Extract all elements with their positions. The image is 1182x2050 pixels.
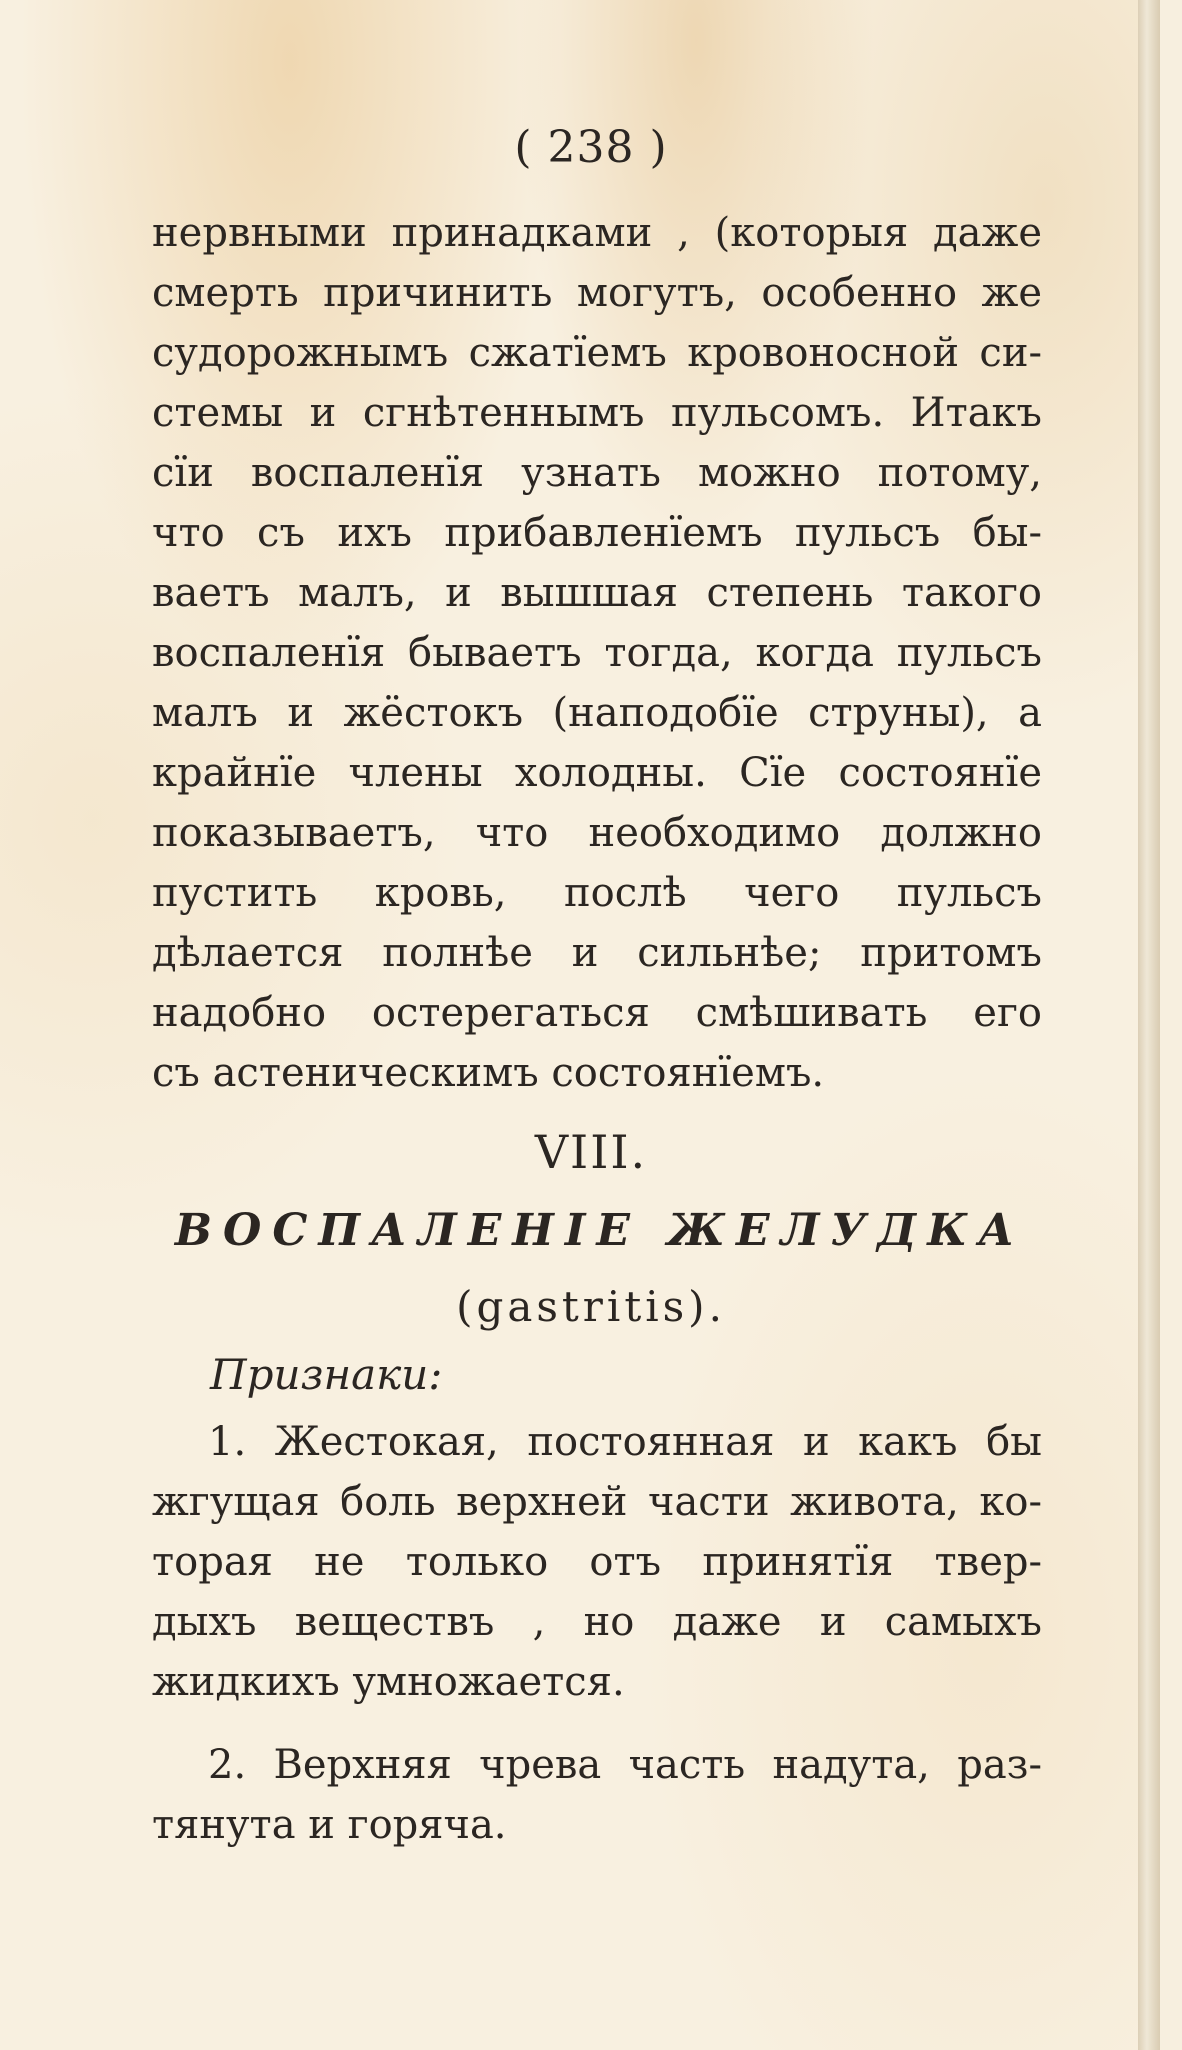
- text-line: тянута и горяча.: [152, 1802, 507, 1848]
- text-line: 2. Верхняя чрева часть надута, раз-: [208, 1742, 1042, 1788]
- text-line: крайнїе члены холодны. Сїе состоянїе: [152, 750, 1042, 796]
- list-item: [152, 1735, 1042, 1855]
- text-line: дыхъ веществъ , но даже и самыхъ: [152, 1599, 1042, 1645]
- page-edge: [1138, 0, 1160, 2050]
- page-number: ( 238 ): [514, 122, 668, 173]
- text-line: пустить кровь, послѣ чего пульсъ: [152, 870, 1042, 916]
- text-line: жгущая боль верхней части живота, ко-: [152, 1479, 1042, 1525]
- text-line: съ астеническимъ состоянїемъ.: [152, 1050, 825, 1096]
- text-line: торая не только отъ принятїя твер-: [152, 1539, 1042, 1585]
- text-line: жидкихъ умножается.: [152, 1659, 625, 1705]
- text-line: воспаленїя бываетъ тогда, когда пульсъ: [152, 630, 1042, 676]
- text-line: смерть причинить могутъ, особенно же: [152, 270, 1042, 316]
- text-line: ваетъ малъ, и вышшая степень такого: [152, 570, 1042, 616]
- text-line: сїи воспаленїя узнать можно потому,: [152, 450, 1042, 496]
- signs-label: Признаки:: [210, 1350, 443, 1399]
- text-line: нервными принадками , (которыя даже: [152, 210, 1042, 256]
- text-line: показываетъ, что необходимо должно: [152, 810, 1042, 856]
- text-line: судорожнымъ сжатїемъ кровоносной си-: [152, 330, 1042, 376]
- text-line: надобно остерегаться смѣшивать его: [152, 990, 1042, 1036]
- text-line: 1. Жестокая, постоянная и какъ бы: [208, 1419, 1042, 1465]
- text-line: малъ и жёстокъ (наподобїе струны), а: [152, 690, 1042, 736]
- text-line: дѣлается полнѣе и сильнѣе; притомъ: [152, 930, 1042, 976]
- section-subtitle: (gastritis).: [456, 1282, 726, 1331]
- list-item: [152, 1412, 1042, 1712]
- text-line: что съ ихъ прибавленїемъ пульсъ бы-: [152, 510, 1042, 556]
- paragraph-continuation: [152, 203, 1042, 1103]
- section-number: VIII.: [534, 1125, 648, 1179]
- section-title: ВОСПАЛЕНІЕ ЖЕЛУДКА: [174, 1205, 1026, 1256]
- text-line: стемы и сгнѣтеннымъ пульсомъ. Итакъ: [152, 390, 1042, 436]
